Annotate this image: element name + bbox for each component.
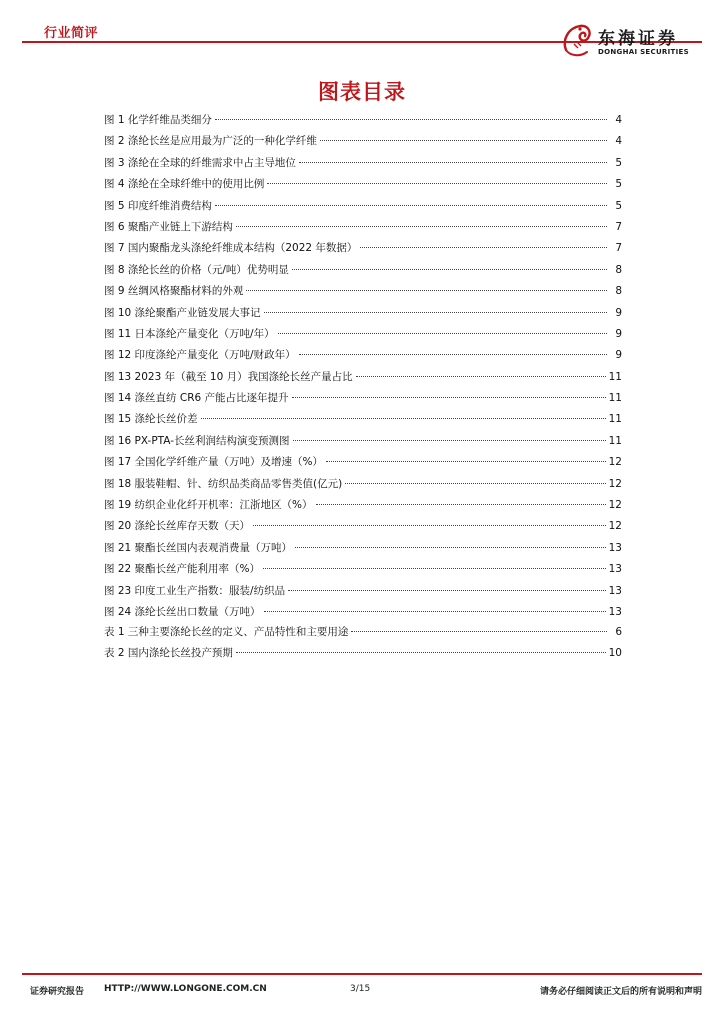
dot-leader bbox=[215, 205, 607, 206]
figure-toc-entry[interactable] bbox=[104, 345, 622, 366]
figure-toc-entry[interactable] bbox=[104, 110, 622, 131]
dot-leader bbox=[351, 631, 607, 632]
table-toc-entry[interactable] bbox=[104, 622, 622, 643]
figure-toc-entry[interactable] bbox=[104, 538, 622, 559]
figure-toc-entry[interactable] bbox=[104, 431, 622, 452]
figure-toc-entry-page: 9 bbox=[615, 327, 622, 340]
table-index bbox=[104, 622, 622, 665]
footer-disclaimer: 请务必仔细阅读正文后的所有说明和声明 bbox=[539, 987, 702, 997]
dot-leader bbox=[320, 140, 607, 141]
figure-toc-entry-page: 5 bbox=[615, 178, 622, 191]
dot-leader bbox=[264, 312, 607, 313]
figure-toc-entry-label: 图 17 全国化学纤维产量（万吨）及增速（%） bbox=[104, 456, 324, 469]
figure-toc-entry-page: 11 bbox=[608, 392, 622, 405]
figure-toc-entry-page: 7 bbox=[615, 242, 622, 255]
dot-leader bbox=[201, 418, 606, 419]
figure-toc-entry-label: 图 5 印度纤维消费结构 bbox=[104, 199, 212, 212]
dot-leader bbox=[278, 333, 607, 334]
figure-toc-entry[interactable] bbox=[104, 238, 622, 259]
figure-toc-entry-label: 图 11 日本涤纶产量变化（万吨/年） bbox=[104, 327, 275, 340]
figure-toc-entry[interactable] bbox=[104, 516, 622, 537]
figure-index bbox=[104, 110, 622, 623]
figure-toc-entry-label: 图 3 涤纶在全球的纤维需求中占主导地位 bbox=[104, 156, 296, 169]
figure-toc-entry[interactable] bbox=[104, 196, 622, 217]
dot-leader bbox=[292, 269, 607, 270]
figure-toc-entry[interactable] bbox=[104, 324, 622, 345]
figure-toc-entry-label: 图 1 化学纤维品类细分 bbox=[104, 114, 212, 126]
figure-toc-entry[interactable] bbox=[104, 367, 622, 388]
dot-leader bbox=[246, 290, 607, 291]
figure-toc-entry-page: 12 bbox=[608, 456, 622, 469]
figure-toc-entry-label: 图 12 印度涤纶产量变化（万吨/财政年） bbox=[104, 349, 296, 362]
figure-toc-entry-label: 图 4 涤纶在全球纤维中的使用比例 bbox=[104, 178, 265, 191]
figure-toc-entry[interactable] bbox=[104, 217, 622, 238]
dot-leader bbox=[264, 611, 606, 612]
dot-leader bbox=[263, 568, 606, 569]
figure-toc-entry-page: 13 bbox=[608, 605, 622, 618]
figure-toc-entry-page: 8 bbox=[615, 285, 622, 298]
figure-toc-entry-page: 12 bbox=[608, 499, 622, 512]
dot-leader bbox=[356, 376, 606, 377]
dot-leader bbox=[288, 590, 606, 591]
figure-toc-entry-page: 4 bbox=[615, 114, 622, 126]
donghai-logo bbox=[560, 20, 705, 60]
figure-toc-entry-page: 9 bbox=[615, 306, 622, 319]
figure-toc-entry[interactable] bbox=[104, 474, 622, 495]
figure-toc-entry-page: 12 bbox=[608, 520, 622, 533]
dot-leader bbox=[236, 652, 606, 653]
dot-leader bbox=[215, 119, 607, 120]
figure-toc-entry[interactable] bbox=[104, 131, 622, 152]
table-toc-entry-label: 表 1 三种主要涤纶长丝的定义、产品特性和主要用途 bbox=[104, 626, 349, 638]
figure-toc-entry[interactable] bbox=[104, 260, 622, 281]
dot-leader bbox=[299, 162, 607, 163]
figure-toc-entry-page: 13 bbox=[608, 563, 622, 576]
figure-toc-entry-label: 图 16 PX-PTA-长丝利润结构演变预测图 bbox=[104, 434, 290, 447]
dot-leader bbox=[299, 354, 607, 355]
figure-toc-entry-label: 图 23 印度工业生产指数：服装/纺织品 bbox=[104, 584, 286, 597]
footer-website-link[interactable]: HTTP://WWW.LONGONE.COM.CN bbox=[104, 984, 267, 994]
dragon-logo-icon bbox=[560, 20, 594, 60]
figure-toc-entry[interactable] bbox=[104, 153, 622, 174]
figure-toc-entry[interactable] bbox=[104, 452, 622, 473]
figure-toc-entry[interactable] bbox=[104, 581, 622, 602]
figure-toc-entry-page: 13 bbox=[608, 541, 622, 554]
figure-toc-entry-page: 11 bbox=[608, 370, 622, 383]
figure-toc-entry-label: 图 20 涤纶长丝库存天数（天） bbox=[104, 520, 251, 533]
figure-toc-entry-page: 12 bbox=[608, 477, 622, 490]
figure-toc-entry-label: 图 9 丝绸风格聚酯材料的外观 bbox=[104, 285, 244, 298]
dot-leader bbox=[345, 483, 605, 484]
dot-leader bbox=[316, 504, 606, 505]
figure-toc-entry-label: 图 8 涤纶长丝的价格（元/吨）优势明显 bbox=[104, 263, 289, 276]
figure-toc-entry-label: 图 6 聚酯产业链上下游结构 bbox=[104, 220, 233, 233]
dot-leader bbox=[292, 397, 606, 398]
figure-toc-entry[interactable] bbox=[104, 409, 622, 430]
page-title: 图表目录 bbox=[318, 80, 406, 104]
figure-toc-entry-label: 图 7 国内聚酯龙头涤纶纤维成本结构（2022 年数据） bbox=[104, 242, 358, 255]
figure-toc-entry-page: 4 bbox=[615, 135, 622, 148]
figure-toc-entry-page: 5 bbox=[615, 156, 622, 169]
dot-leader bbox=[236, 226, 607, 227]
table-toc-entry-page: 6 bbox=[615, 626, 622, 638]
figure-toc-entry-label: 图 13 2023 年（截至 10 月）我国涤纶长丝产量占比 bbox=[104, 370, 353, 383]
figure-toc-entry[interactable] bbox=[104, 559, 622, 580]
dot-leader bbox=[295, 547, 606, 548]
figure-toc-entry[interactable] bbox=[104, 388, 622, 409]
logo-english-name: DONGHAI SECURITIES bbox=[598, 48, 689, 56]
figure-toc-entry-page: 5 bbox=[615, 199, 622, 212]
figure-toc-entry[interactable] bbox=[104, 495, 622, 516]
figure-toc-entry-label: 图 21 聚酯长丝国内表观消费量（万吨） bbox=[104, 541, 293, 554]
table-toc-entry[interactable] bbox=[104, 643, 622, 664]
figure-toc-entry-page: 8 bbox=[615, 263, 622, 276]
figure-toc-entry-label: 图 22 聚酯长丝产能利用率（%） bbox=[104, 563, 261, 576]
figure-toc-entry-page: 11 bbox=[608, 434, 622, 447]
dot-leader bbox=[253, 525, 606, 526]
figure-toc-entry-label: 图 24 涤纶长丝出口数量（万吨） bbox=[104, 605, 261, 618]
table-toc-entry-page: 10 bbox=[608, 647, 622, 660]
figure-toc-entry-page: 9 bbox=[615, 349, 622, 362]
figure-toc-entry-label: 图 2 涤纶长丝是应用最为广泛的一种化学纤维 bbox=[104, 135, 317, 148]
dot-leader bbox=[267, 183, 607, 184]
footer-rule bbox=[22, 973, 702, 975]
figure-toc-entry[interactable] bbox=[104, 303, 622, 324]
figure-toc-entry[interactable] bbox=[104, 602, 622, 623]
figure-toc-entry-label: 图 15 涤纶长丝价差 bbox=[104, 413, 198, 426]
figure-toc-entry-label: 图 18 服装鞋帽、针、纺织品类商品零售类值(亿元) bbox=[104, 477, 343, 490]
dot-leader bbox=[326, 461, 606, 462]
header-category-tag: 行业简评 bbox=[44, 26, 99, 41]
figure-toc-entry-page: 11 bbox=[608, 413, 622, 426]
footer-report-type: 证券研究报告 bbox=[30, 987, 85, 997]
figure-toc-entry[interactable] bbox=[104, 281, 622, 302]
figure-toc-entry-page: 7 bbox=[615, 220, 622, 233]
figure-toc-entry-page: 13 bbox=[608, 584, 622, 597]
figure-toc-entry-label: 图 14 涤丝直纺 CR6 产能占比逐年提升 bbox=[104, 392, 289, 405]
table-toc-entry-label: 表 2 国内涤纶长丝投产预期 bbox=[104, 647, 233, 660]
figure-toc-entry-label: 图 10 涤纶聚酯产业链发展大事记 bbox=[104, 306, 261, 319]
dot-leader bbox=[360, 247, 607, 248]
figure-toc-entry-label: 图 19 纺织企业化纤开机率：江浙地区（%） bbox=[104, 499, 313, 512]
logo-chinese-name: 东海证券 bbox=[598, 29, 678, 49]
footer-page-number: 3/15 bbox=[350, 984, 371, 994]
figure-toc-entry[interactable] bbox=[104, 174, 622, 195]
dot-leader bbox=[293, 440, 606, 441]
